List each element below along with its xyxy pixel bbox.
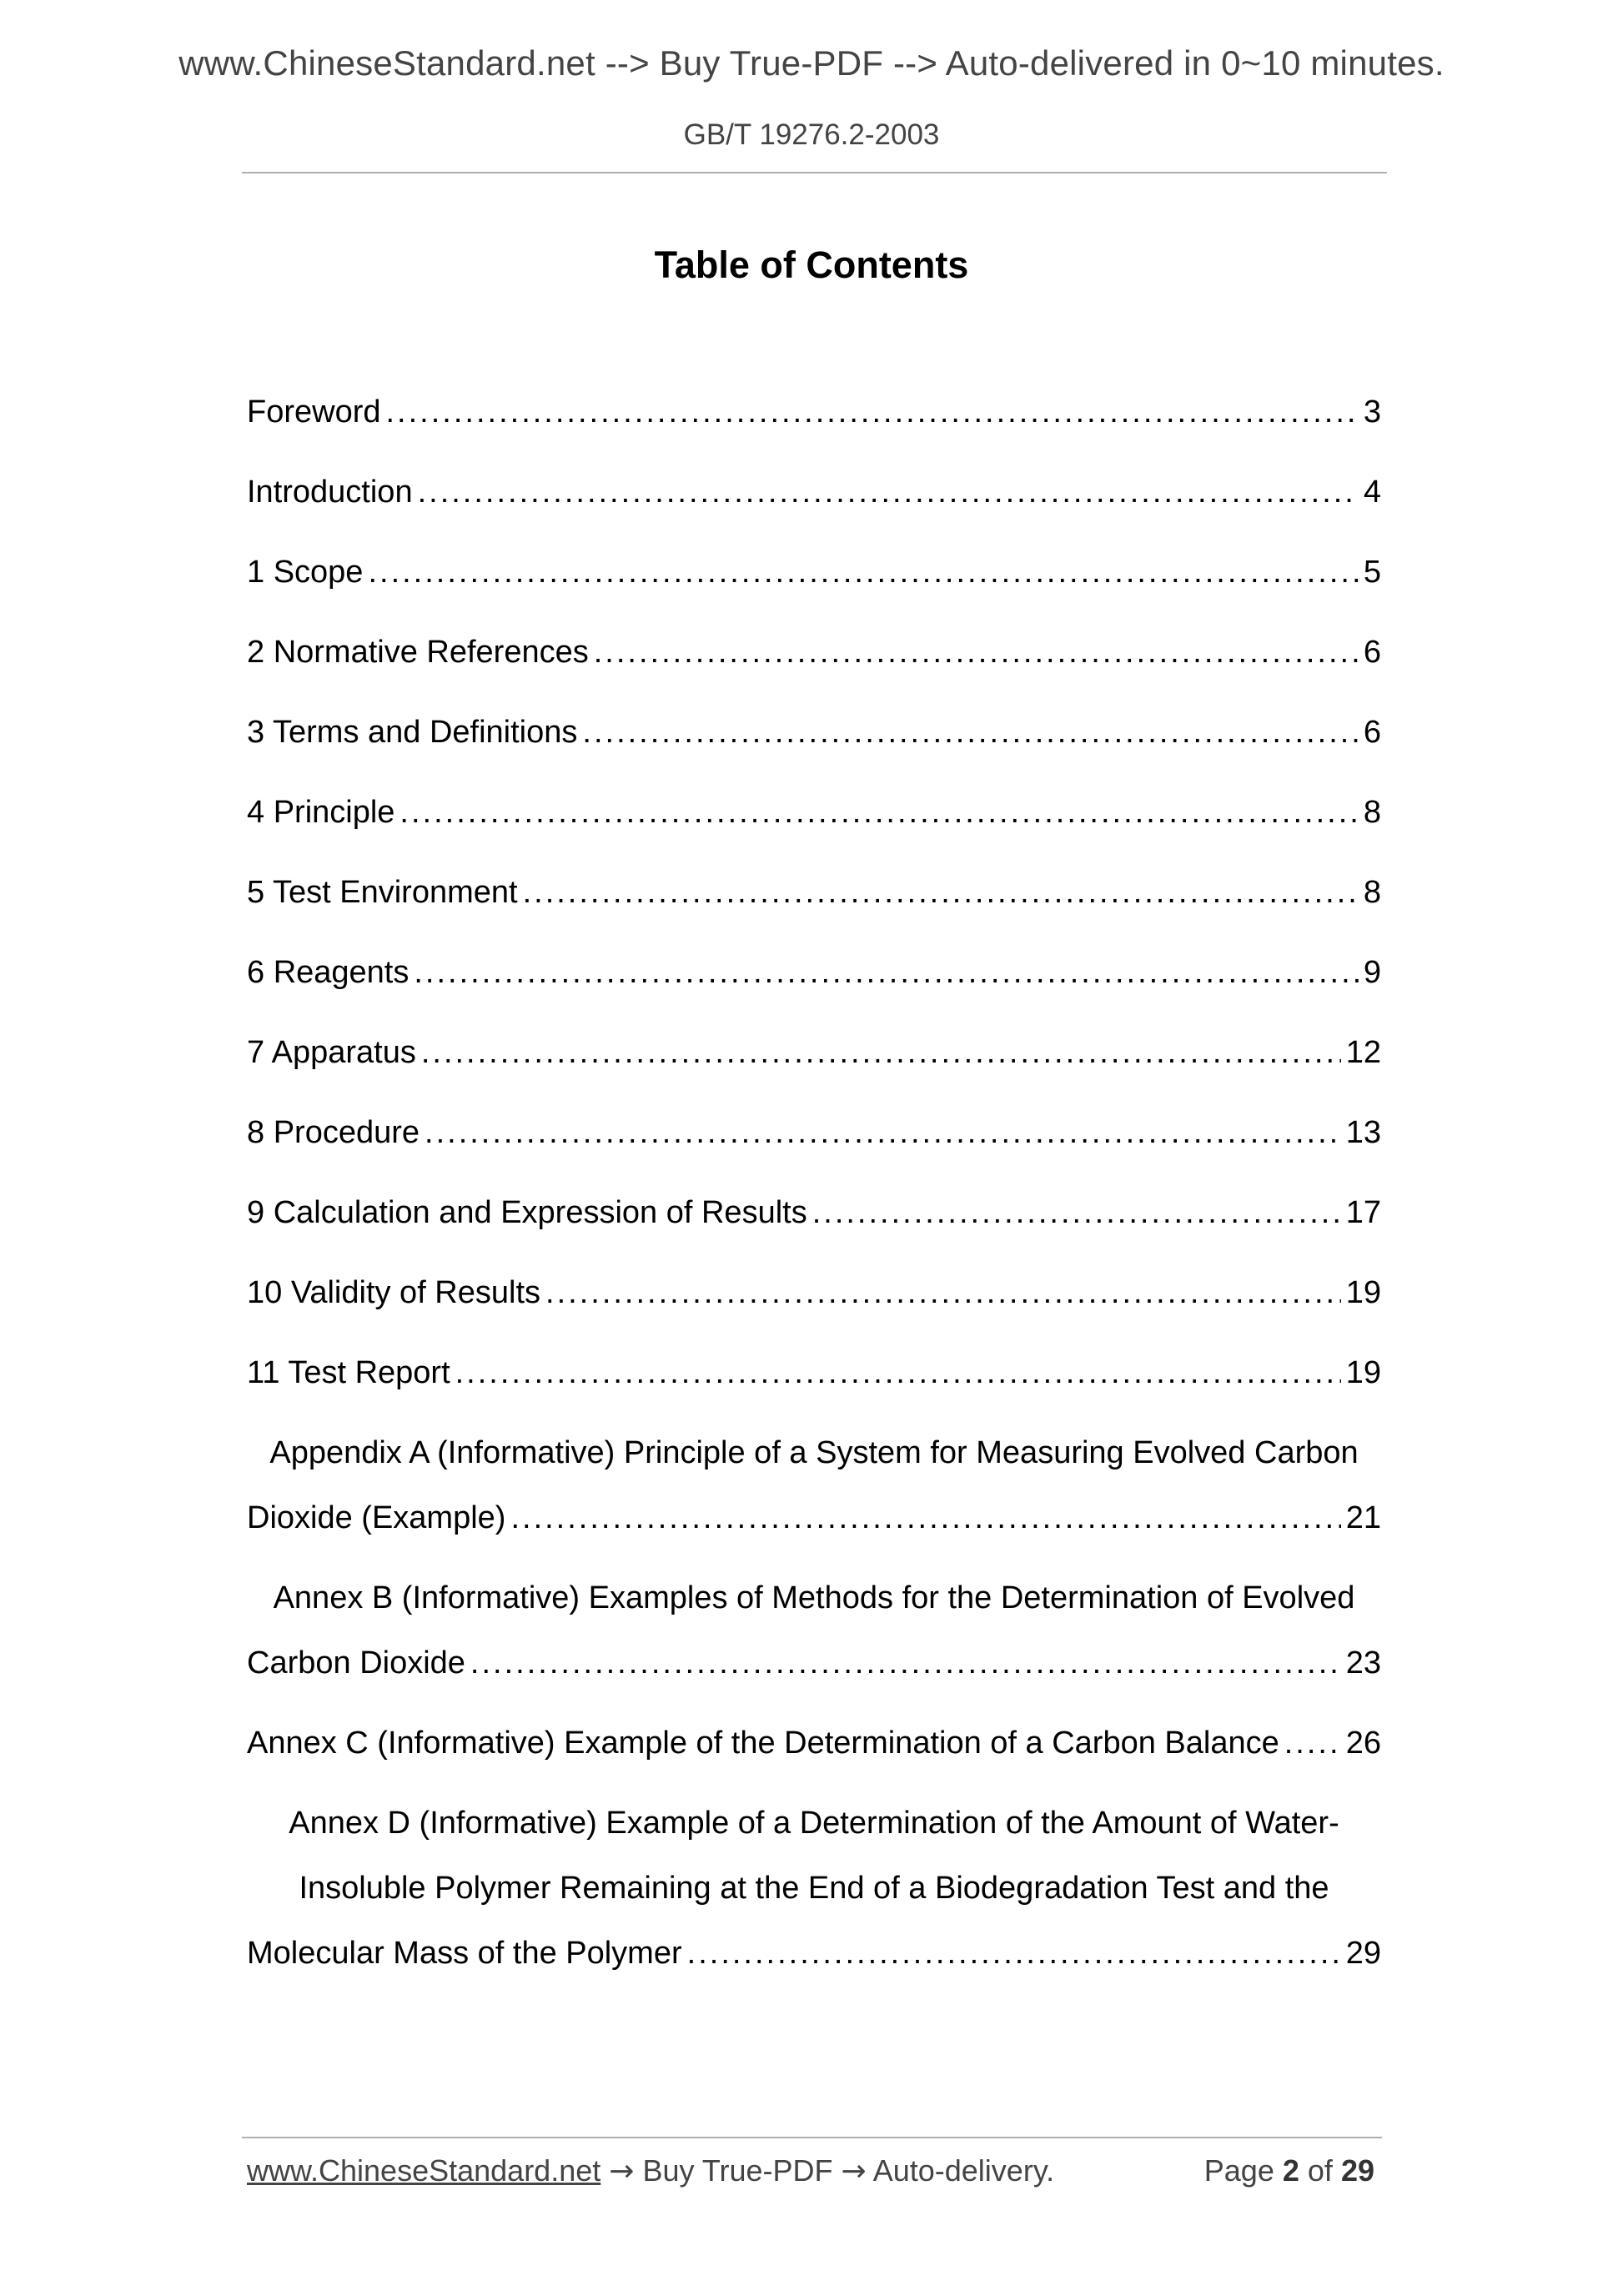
toc-entry-procedure[interactable] — [247, 1100, 1381, 1180]
table-of-contents — [247, 379, 1381, 2001]
toc-entry-page: 5 — [1363, 555, 1381, 590]
footer-delivery-text: Auto-delivery. — [872, 2153, 1055, 2188]
toc-entry-annex-c[interactable] — [247, 1711, 1381, 1791]
toc-entry-validity-results[interactable] — [247, 1260, 1381, 1340]
toc-entry-label-line2: Insoluble Polymer Remaining at the End of a Biodegradation Test and the — [299, 1871, 1329, 1906]
toc-entry-label: 9 Calculation and Expression of Results — [247, 1195, 807, 1230]
dot-leader — [455, 1340, 1341, 1405]
toc-entry-label: 1 Scope — [247, 555, 364, 590]
toc-entry-label: 5 Test Environment — [247, 875, 518, 910]
toc-entry-page: 3 — [1363, 394, 1381, 430]
toc-entry-page: 8 — [1363, 875, 1381, 910]
toc-entry-normative-references[interactable] — [247, 620, 1381, 700]
toc-entry-page: 26 — [1345, 1726, 1381, 1761]
toc-entry-appendix-a[interactable] — [247, 1420, 1381, 1550]
dot-leader — [545, 1260, 1341, 1325]
dot-leader — [510, 1485, 1340, 1550]
dot-leader — [687, 1921, 1341, 1986]
toc-entry-apparatus[interactable] — [247, 1020, 1381, 1100]
dot-leader — [421, 1020, 1341, 1085]
arrow-right-icon: → — [841, 2154, 867, 2188]
toc-entry-label: 8 Procedure — [247, 1115, 420, 1150]
toc-entry-label: 6 Reagents — [247, 955, 410, 990]
toc-entry-label-line3: Molecular Mass of the Polymer — [247, 1936, 682, 1971]
document-code: GB/T 19276.2-2003 — [683, 118, 940, 151]
toc-entry-foreword[interactable] — [247, 379, 1381, 460]
toc-entry-label: Annex C (Informative) Example of the Determination of a Carbon Balance — [247, 1726, 1279, 1761]
dot-leader — [399, 780, 1358, 845]
page-total: 29 — [1340, 2153, 1374, 2188]
dot-leader — [582, 700, 1358, 765]
dot-leader — [470, 1630, 1341, 1696]
toc-entry-label: 2 Normative References — [247, 635, 589, 670]
dot-leader — [386, 379, 1359, 445]
toc-entry-reagents[interactable] — [247, 940, 1381, 1020]
page-indicator — [1204, 2153, 1374, 2188]
footer-buy-text: Buy True-PDF — [642, 2153, 833, 2188]
dot-leader — [414, 940, 1358, 1005]
dot-leader — [523, 860, 1359, 925]
toc-entry-label: Foreword — [247, 394, 381, 430]
toc-entry-page: 17 — [1345, 1195, 1381, 1230]
toc-entry-page: 19 — [1345, 1355, 1381, 1390]
dot-leader — [418, 460, 1359, 525]
toc-entry-page: 23 — [1345, 1645, 1381, 1681]
page-word: Page — [1203, 2153, 1274, 2188]
of-word: of — [1307, 2153, 1333, 2188]
toc-entry-label-line1: Annex B (Informative) Examples of Methods for the Determination of Evolved — [273, 1580, 1355, 1615]
toc-entry-label-line2: Carbon Dioxide — [247, 1645, 465, 1681]
page-title: Table of Contents — [654, 244, 969, 286]
dot-leader — [594, 620, 1359, 685]
toc-entry-page: 6 — [1363, 635, 1381, 670]
toc-entry-page: 13 — [1345, 1115, 1381, 1150]
toc-entry-page: 19 — [1345, 1275, 1381, 1310]
page-footer — [247, 2153, 1381, 2203]
toc-entry-label: 4 Principle — [247, 795, 395, 830]
toc-entry-test-report[interactable] — [247, 1340, 1381, 1420]
toc-entry-introduction[interactable] — [247, 460, 1381, 540]
toc-entry-page: 4 — [1363, 475, 1381, 510]
toc-entry-page: 12 — [1345, 1035, 1381, 1070]
toc-entry-page: 21 — [1345, 1500, 1381, 1535]
toc-entry-page: 29 — [1345, 1936, 1381, 1971]
toc-entry-annex-d[interactable] — [247, 1791, 1381, 1986]
toc-entry-principle[interactable] — [247, 780, 1381, 860]
header-divider — [242, 172, 1387, 173]
toc-entry-label: 7 Apparatus — [247, 1035, 416, 1070]
toc-entry-label: 11 Test Report — [247, 1355, 450, 1390]
dot-leader — [425, 1100, 1341, 1165]
toc-entry-page: 6 — [1363, 715, 1381, 750]
toc-entry-label-line2: Dioxide (Example) — [247, 1500, 506, 1535]
footer-site-link[interactable]: www.ChineseStandard.net — [247, 2153, 601, 2188]
dot-leader — [1284, 1711, 1341, 1776]
toc-entry-test-environment[interactable] — [247, 860, 1381, 940]
toc-entry-label-line1: Annex D (Informative) Example of a Determination of the Amount of Water- — [289, 1806, 1339, 1841]
toc-entry-page: 8 — [1363, 795, 1381, 830]
toc-entry-page: 9 — [1363, 955, 1381, 990]
dot-leader — [812, 1180, 1341, 1245]
top-banner: www.ChineseStandard.net --> Buy True-PDF --> Auto-delivered in 0~10 minutes. — [178, 43, 1445, 83]
footer-divider — [242, 2137, 1382, 2138]
toc-entry-label: 10 Validity of Results — [247, 1275, 541, 1310]
toc-entry-label: 3 Terms and Definitions — [247, 715, 578, 750]
toc-entry-label-line1: Appendix A (Informative) Principle of a System for Measuring Evolved Carbon — [269, 1435, 1359, 1470]
toc-entry-calculation-results[interactable] — [247, 1180, 1381, 1260]
toc-entry-label: Introduction — [247, 475, 413, 510]
toc-entry-annex-b[interactable] — [247, 1565, 1381, 1696]
page-current: 2 — [1282, 2153, 1299, 2188]
toc-entry-terms-definitions[interactable] — [247, 700, 1381, 780]
footer-promo — [247, 2153, 1054, 2188]
dot-leader — [368, 540, 1358, 605]
arrow-right-icon: → — [609, 2154, 635, 2188]
toc-entry-scope[interactable] — [247, 540, 1381, 620]
